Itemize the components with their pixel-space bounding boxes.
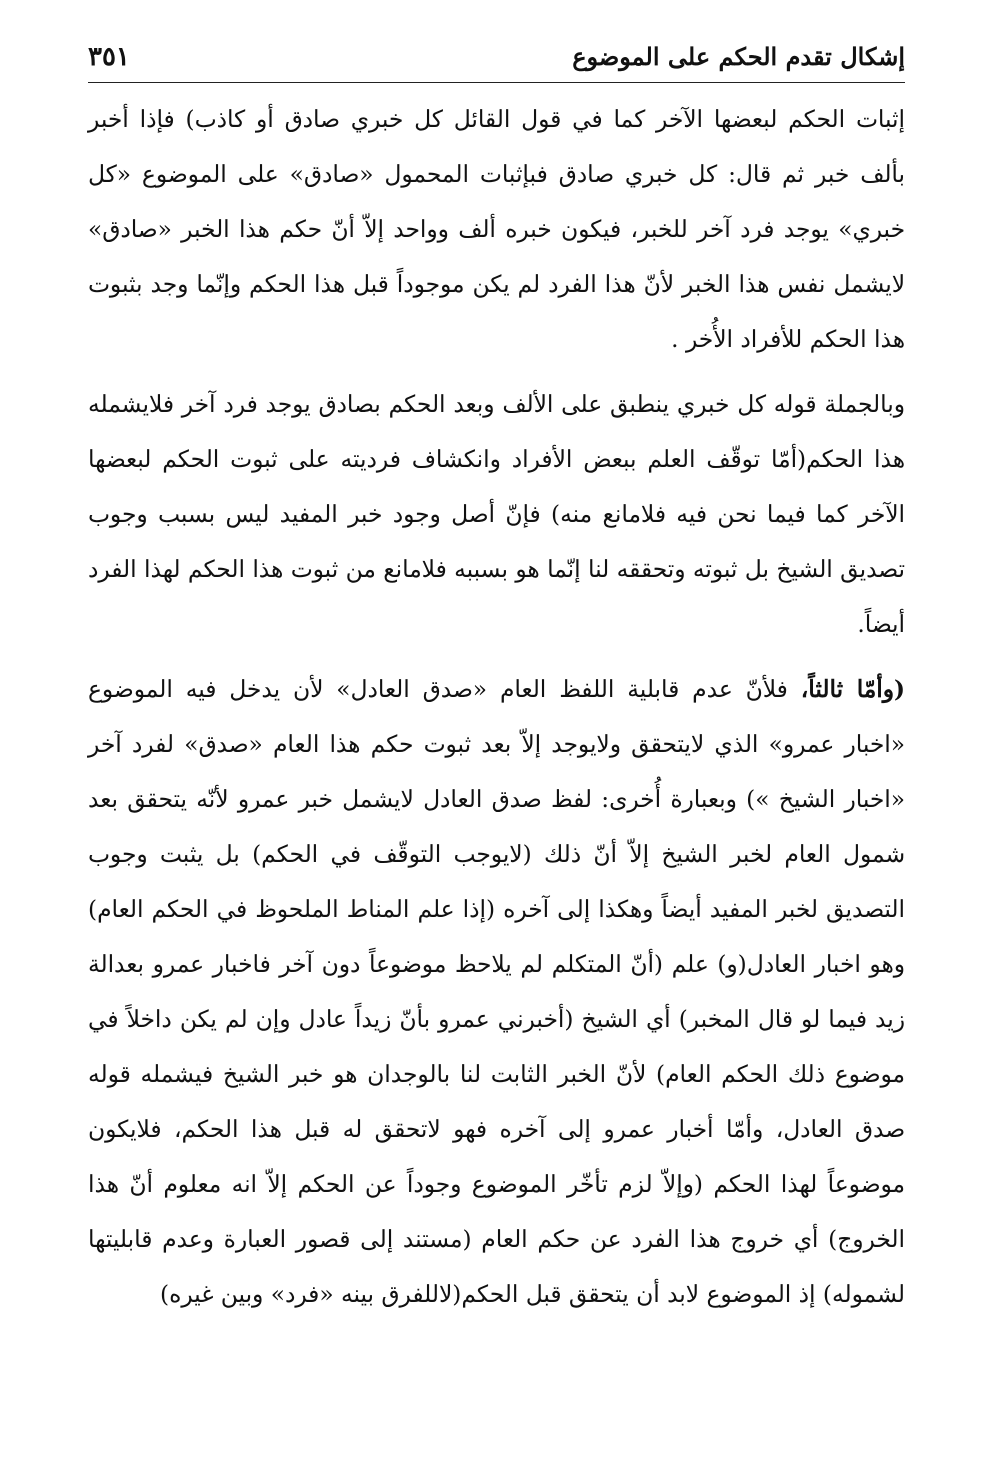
page-header <box>88 36 905 83</box>
body-text <box>88 92 905 1322</box>
running-title: إشكال تقدم الحكم على الموضوع <box>572 42 905 71</box>
page-number: ٣٥١ <box>88 42 130 72</box>
paragraph-1-text: إثبات الحكم لبعضها الآخر كما في قول القائل كل خبري صادق أو كاذب) فإذا أخبر بألف خبر ثم قال: كل خبري صادق فبإثبات المحمول «صادق» على الموضوع «كل خبري» يوجد فرد آخر للخبر، فيكون خبره ألف وواحد إلاّ أنّ حكم هذا الخبر «صادق» لايشمل نفس هذا الخبر لأنّ هذا الفرد لم يكن موجوداً قبل هذا الحكم وإنّما وجد بثبوت هذا الحكم للأفراد الأُخر . <box>88 106 905 353</box>
paragraph-3-lead: (وأمّا ثالثاً، <box>800 676 906 703</box>
paragraph-3-text: فلأنّ عدم قابلية اللفظ العام «صدق العادل» لأن يدخل فيه الموضوع «اخبار عمرو» الذي لايتحقق ولايوجد إلاّ بعد ثبوت حكم هذا العام «صدق» لفرد آخر «اخبار الشيخ ») وبعبارة أُخرى: لفظ صدق العادل لايشمل خبر عمرو لأنّه يتحقق بعد شمول العام لخبر الشيخ إلاّ أنّ ذلك (لايوجب التوقّف في الحكم) بل يثبت وجوب التصديق لخبر المفيد أيضاً وهكذا إلى آخره (إذا علم المناط الملحوظ في الحكم العام) وهو اخبار العادل(و) علم (أنّ المتكلم لم يلاحظ موضوعاً دون آخر فاخبار عمرو بعدالة زيد فيما لو قال المخبر) أي الشيخ (أخبرني عمرو بأنّ زيداً عادل وإن لم يكن داخلاً في موضوع ذلك الحكم العام) لأنّ الخبر الثابت لنا بالوجدان هو خبر الشيخ فيشمله قوله صدق العادل، وأمّا أخبار عمرو إلى آخره فهو لاتحقق له قبل هذا الحكم، فلايكون موضوعاً لهذا الحكم (وإلاّ لزم تأخّر الموضوع وجوداً عن الحكم إلاّ انه معلوم أنّ هذا الخروج) أي خروج هذا الفرد عن حكم العام (مستند إلى قصور العبارة وعدم قابليتها لشموله) إذ الموضوع لابد أن يتحقق قبل الحكم(لاللفرق بينه «فرد» وبين غيره) <box>88 676 905 1308</box>
paragraph-2-text: وبالجملة قوله كل خبري ينطبق على الألف وبعد الحكم بصادق يوجد فرد آخر فلايشمله هذا الحكم(أمّا توقّف العلم ببعض الأفراد وانكشاف فرديته على ثبوت الحكم لبعضها الآخر كما فيما نحن فيه فلامانع منه) فإنّ أصل وجود خبر المفيد ليس بسبب وجوب تصديق الشيخ بل ثبوته وتحققه لنا إنّما هو بسببه فلامانع من ثبوت هذا الحكم لهذا الفرد أيضاً. <box>88 391 905 638</box>
paragraph-1 <box>88 92 905 367</box>
paragraph-3 <box>88 662 905 1322</box>
paragraph-2 <box>88 377 905 652</box>
